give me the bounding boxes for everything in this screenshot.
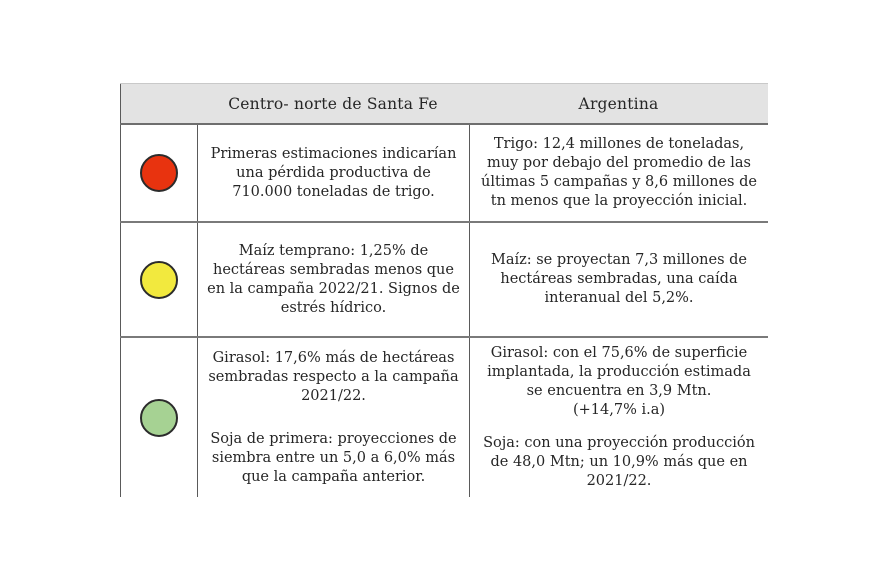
status-cell xyxy=(120,338,197,497)
santafe-text-girasol: Girasol: 17,6% más de hectáreas sembradas respecto a la campaña 2021/22. xyxy=(208,349,459,404)
argentina-cell xyxy=(469,125,768,221)
yellow-status-icon xyxy=(140,261,178,299)
santafe-text-soja: Soja de primera: proyecciones de siembra entre un 5,0 a 6,0% más que la campaña anterior. xyxy=(210,430,457,485)
status-cell xyxy=(120,125,197,221)
table-row xyxy=(120,125,768,223)
argentina-text: Trigo: 12,4 millones de toneladas, muy por debajo del promedio de las últimas 5 campañas y 8,6 millones de tn menos que la proyección inicial. xyxy=(481,136,757,209)
argentina-text-soja: Soja: con una proyección producción de 48,0 Mtn; un 10,9% más que en 2021/22. xyxy=(483,435,755,489)
argentina-text: Maíz: se proyectan 7,3 millones de hectáreas sembradas, una caída interanual del 5,2%. xyxy=(490,252,748,306)
status-cell xyxy=(120,223,197,336)
red-status-icon xyxy=(140,154,178,192)
header-santafe: Centro- norte de Santa Fe xyxy=(228,94,438,113)
santafe-text: Primeras estimaciones indicarían una pérdida productiva de 710.000 toneladas de trigo. xyxy=(210,145,457,200)
header-status-column xyxy=(120,84,197,123)
table-row xyxy=(120,223,768,338)
argentina-cell xyxy=(469,223,768,336)
green-status-icon xyxy=(140,399,178,437)
table-header xyxy=(120,83,768,125)
santafe-text: Maíz temprano: 1,25% de hectáreas sembradas menos que en la campaña 2022/21. Signos de estrés hídrico. xyxy=(207,242,460,316)
santafe-cell xyxy=(197,338,469,497)
crop-status-table xyxy=(120,83,768,497)
santafe-cell xyxy=(197,125,469,221)
argentina-text-girasol-note: (+14,7% i.a) xyxy=(572,402,666,418)
header-argentina: Argentina xyxy=(578,94,659,113)
santafe-cell xyxy=(197,223,469,336)
argentina-text-girasol: Girasol: con el 75,6% de superficie implantada, la producción estimada se encuentra en 3,9 Mtn. xyxy=(487,345,751,399)
argentina-cell xyxy=(469,338,768,497)
table-row xyxy=(120,338,768,497)
